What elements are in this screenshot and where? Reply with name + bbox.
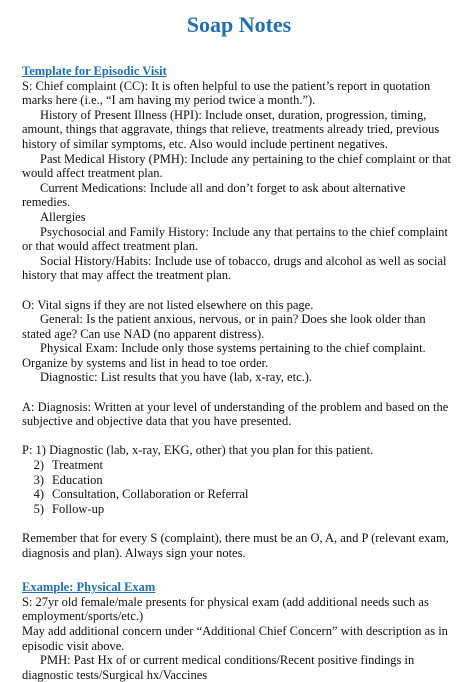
hpi-paragraph: History of Present Illness (HPI): Include onset, duration, progression, timing, amount, things that aggravate, things that relieve, treatments already tried, previous history of similar symptoms, etc. Also would include pertinent negatives.: [22, 107, 440, 151]
subjective-line: S: Chief complaint (CC): It is often helpful to use the patient’s report in quotation marks here (i.e., “I am having my period twice a month.”).: [22, 78, 431, 108]
general-paragraph: General: Is the patient anxious, nervous, or in pain? Does she look older than stated age? Can use NAD (no apparent distress).: [22, 312, 426, 341]
plan-list: [22, 458, 456, 516]
pmh-paragraph: Past Medical History (PMH): Include any pertaining to the chief complaint or that would affect treatment plan.: [22, 151, 452, 181]
medications-paragraph: Current Medications: Include all and don’t forget to ask about alternative remedies.: [22, 180, 406, 210]
section-heading-episodic: Template for Episodic Visit: [22, 64, 167, 78]
page-title: Soap Notes: [186, 12, 292, 37]
plan-item: 2) Treatment: [33, 458, 103, 473]
example-pmh-paragraph: PMH: Past Hx of or current medical conditions/Recent positive findings in diagnostic tests/Surgical hx/Vaccines: [22, 653, 415, 682]
allergies-paragraph: Allergies: [40, 209, 86, 224]
physical-exam-paragraph: Physical Exam: Include only those systems pertaining to the chief complaint. Organize by systems and list in head to toe order.: [22, 341, 426, 370]
social-history-paragraph: Social History/Habits: Include use of tobacco, drugs and alcohol as well as social history that may affect the treatment plan.: [22, 253, 447, 283]
plan-line: P: 1) Diagnostic (lab, x-ray, EKG, other) that you plan for this patient.: [22, 443, 374, 458]
example-concern-paragraph: May add additional concern under “Additional Chief Concern” with description as in episodic visit above.: [22, 623, 448, 653]
plan-item: 3) Education: [33, 472, 103, 487]
objective-line: O: Vital signs if they are not listed elsewhere on this page.: [22, 297, 314, 312]
reminder-paragraph: Remember that for every S (complaint), there must be an O, A, and P (relevant exam, diagnosis and plan). Always sign your notes.: [22, 531, 449, 560]
example-subjective-line: S: 27yr old female/male presents for physical exam (add additional needs such as employment/sports/etc.): [22, 594, 429, 624]
assessment-line: A: Diagnosis: Written at your level of understanding of the problem and based on the subjective and objective data that you have presented.: [22, 399, 449, 429]
plan-item: 4) Consultation, Collaboration or Referral: [33, 487, 249, 502]
section-heading-example: Example: Physical Exam: [22, 580, 156, 595]
diagnostic-paragraph: Diagnostic: List results that you have (lab, x-ray, etc.).: [40, 370, 313, 385]
psychosocial-paragraph: Psychosocial and Family History: Include any that pertains to the chief complaint or that would affect treatment plan.: [22, 224, 448, 254]
plan-item: 5) Follow-up: [33, 501, 105, 516]
